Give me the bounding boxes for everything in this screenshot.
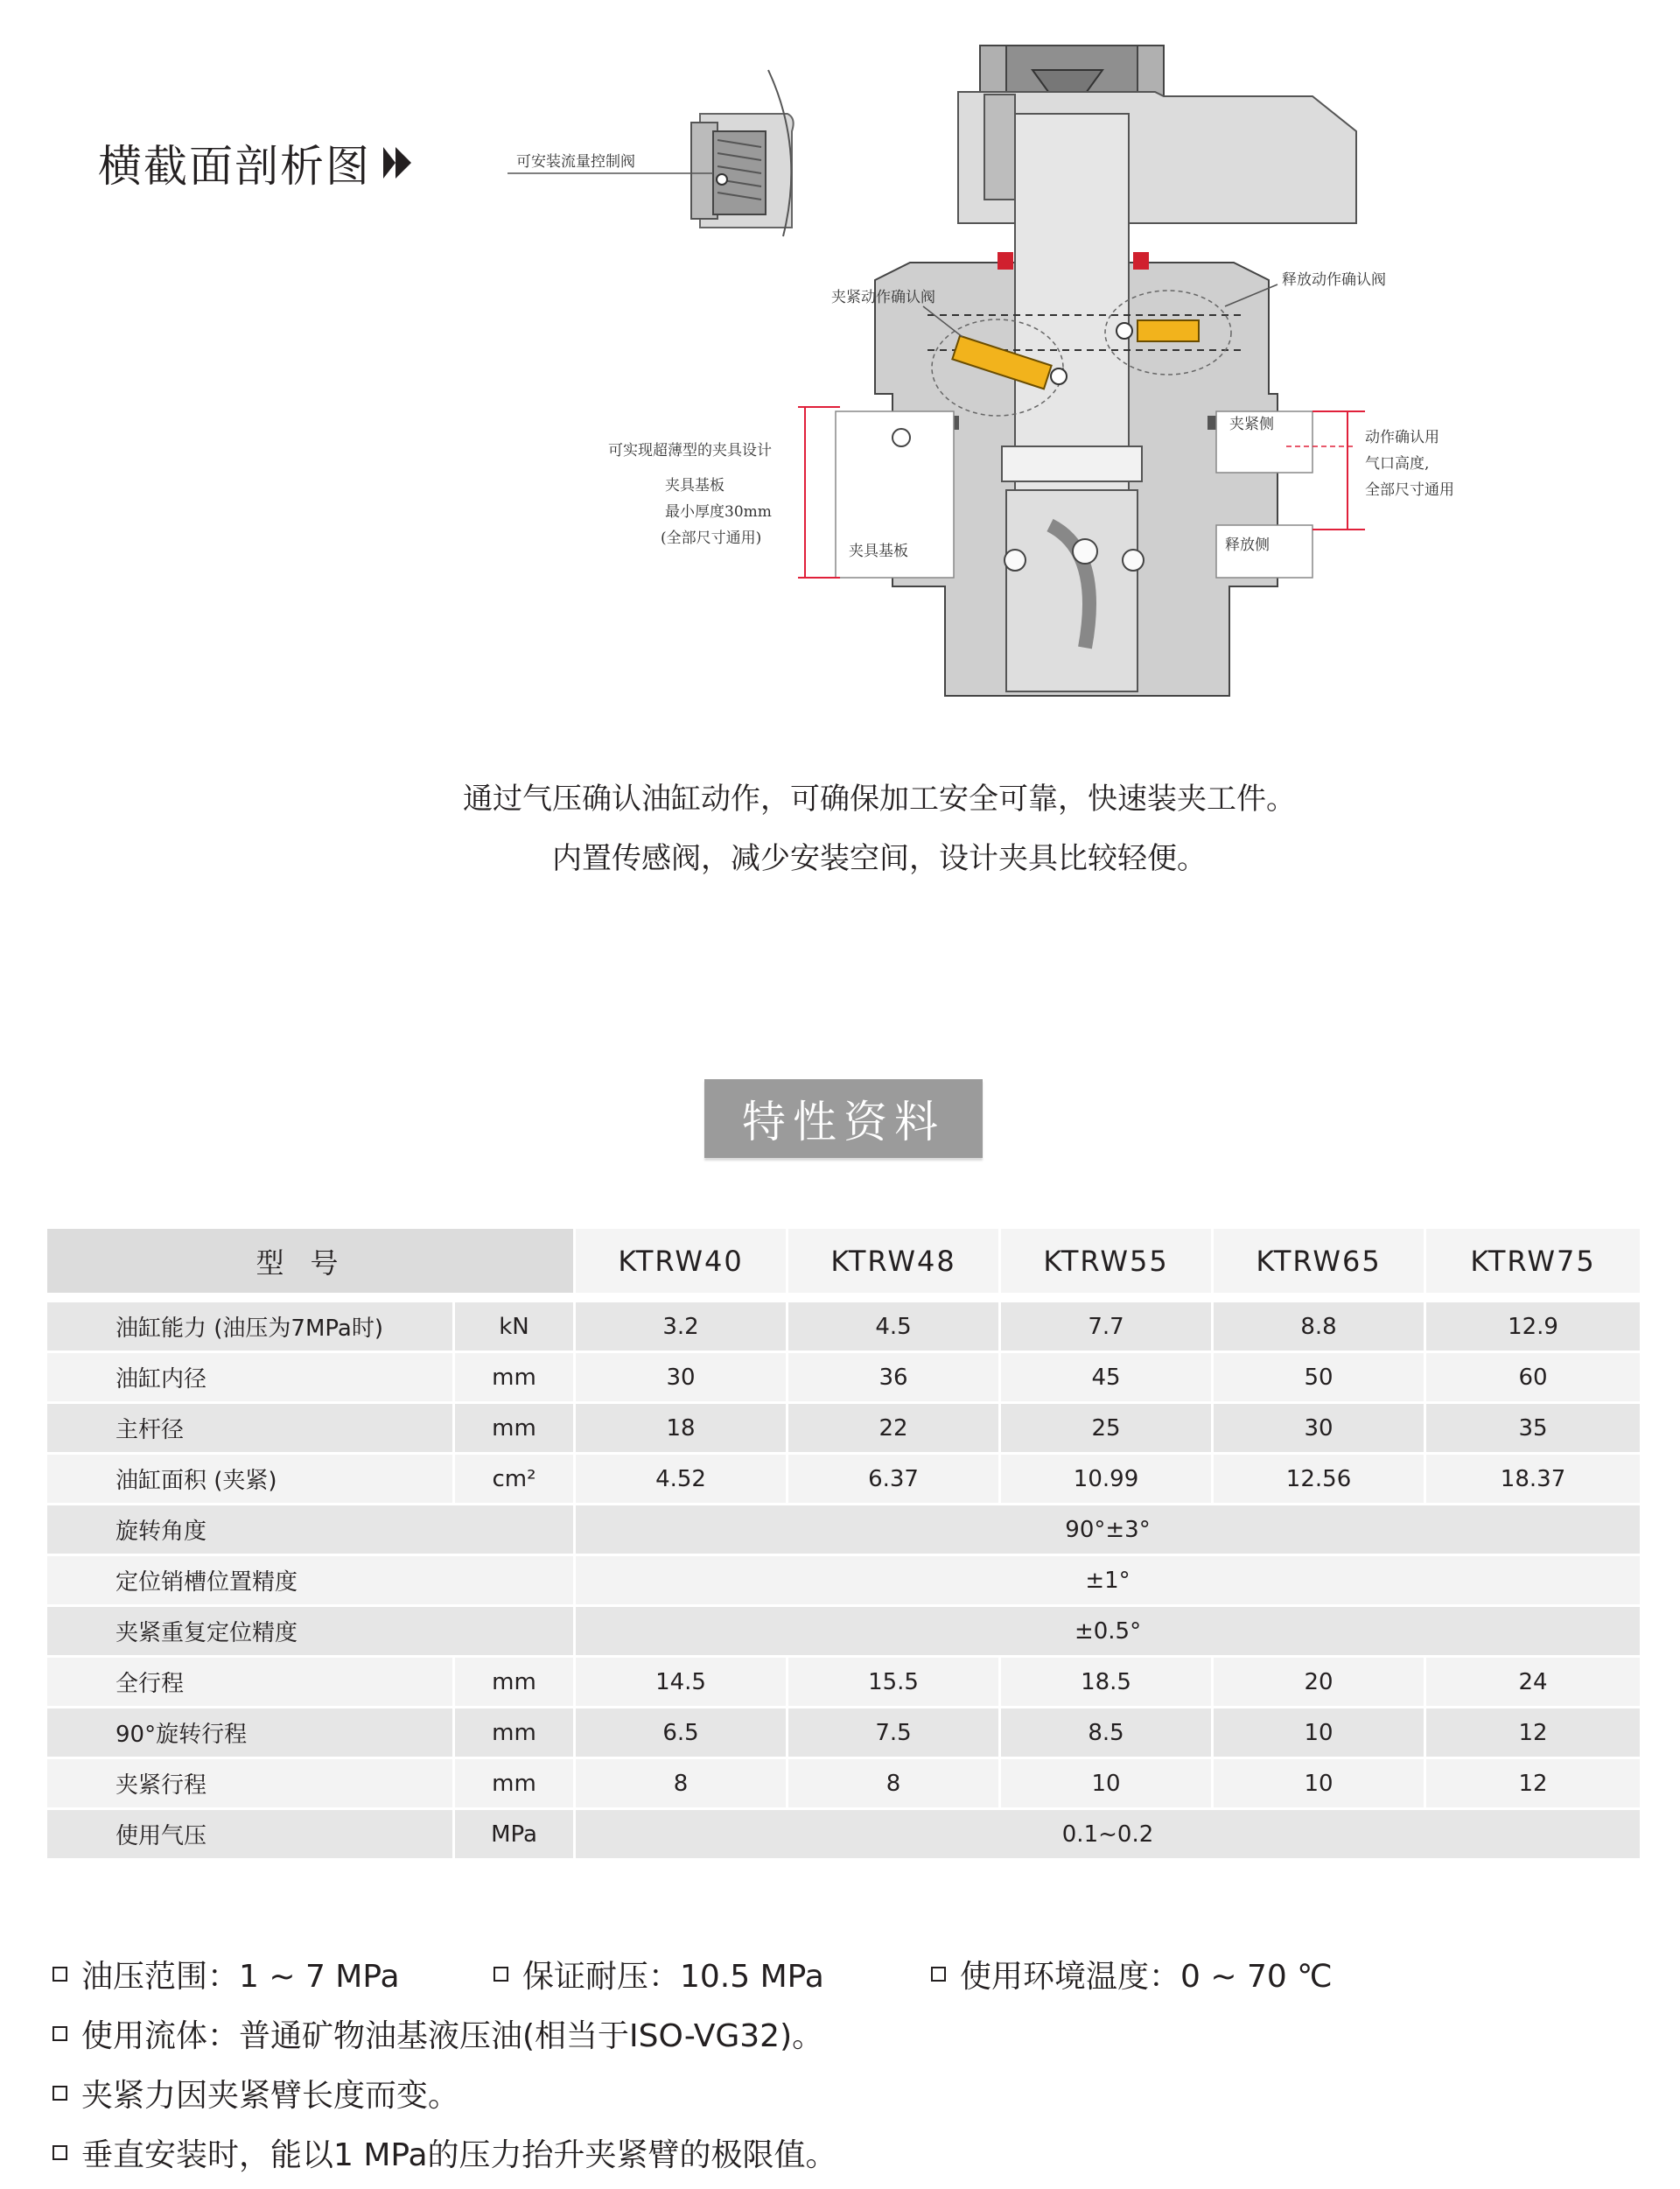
param-label: 旋转角度 [47, 1505, 576, 1556]
checkbox-square-icon [931, 1967, 946, 1982]
note-text: 使用流体：普通矿物油基液压油(相当于ISO-VG32)。 [81, 2018, 824, 2054]
model-ktrw65: KTRW65 [1214, 1229, 1426, 1295]
value-cell: 8.8 [1214, 1302, 1426, 1353]
label-air-port-2: 气口高度, [1365, 455, 1430, 473]
value-cell: 8.5 [1001, 1708, 1214, 1759]
value-cell: 6.37 [788, 1455, 1001, 1505]
value-cell: 25 [1001, 1404, 1214, 1455]
param-label: 使用气压 [47, 1810, 455, 1861]
label-flow-valve: 可安装流量控制阀 [516, 153, 635, 171]
param-label: 油缸面积 (夹紧) [47, 1455, 455, 1505]
flow-valve-detail [508, 70, 794, 236]
label-thin-design: 可实现超薄型的夹具设计 [608, 442, 772, 460]
label-fixture-plate: 夹具基板 [665, 477, 724, 495]
table-row [47, 1759, 1642, 1810]
spec-table [47, 1229, 1642, 1861]
value-cell: 4.52 [576, 1455, 788, 1505]
value-cell: 30 [576, 1353, 788, 1404]
value-cell: 36 [788, 1353, 1001, 1404]
checkbox-square-icon [52, 2145, 67, 2160]
label-all-sizes: (全部尺寸通用) [661, 530, 762, 547]
value-cell: 18.5 [1001, 1658, 1214, 1708]
checkbox-square-icon [52, 2086, 67, 2101]
table-row [47, 1810, 1642, 1861]
param-label: 90°旋转行程 [47, 1708, 455, 1759]
merged-value-cell: 0.1~0.2 [576, 1810, 1642, 1861]
description-line-2: 内置传感阀，减少安装空间，设计夹具比较轻便。 [552, 841, 1207, 876]
value-cell: 7.7 [1001, 1302, 1214, 1353]
note-oil-pressure [52, 1952, 400, 1996]
table-row [47, 1353, 1642, 1404]
param-label: 油缸内径 [47, 1353, 455, 1404]
value-cell: 15.5 [788, 1658, 1001, 1708]
unit-label: MPa [455, 1810, 576, 1861]
note-temperature [931, 1952, 1333, 1996]
model-ktrw48: KTRW48 [788, 1229, 1001, 1295]
value-cell: 10 [1214, 1759, 1426, 1810]
dimension-left [608, 407, 840, 578]
value-cell: 4.5 [788, 1302, 1001, 1353]
value-cell: 10 [1001, 1759, 1214, 1810]
param-label: 主杆径 [47, 1404, 455, 1455]
value-cell: 14.5 [576, 1658, 788, 1708]
value-cell: 30 [1214, 1404, 1426, 1455]
param-label: 夹紧重复定位精度 [47, 1607, 576, 1658]
value-cell: 10.99 [1001, 1455, 1214, 1505]
note-text: 使用环境温度：0 ~ 70 ℃ [960, 1959, 1333, 1995]
unit-label: cm² [455, 1455, 576, 1505]
description-line-1: 通过气压确认油缸动作，可确保加工安全可靠，快速装夹工件。 [463, 782, 1296, 817]
value-cell: 12 [1426, 1708, 1642, 1759]
unit-label: mm [455, 1708, 576, 1759]
label-min-thickness: 最小厚度30mm [665, 503, 772, 521]
param-label: 夹紧行程 [47, 1759, 455, 1810]
note-text: 保证耐压：10.5 MPa [522, 1959, 824, 1995]
value-cell: 8 [576, 1759, 788, 1810]
value-cell: 10 [1214, 1708, 1426, 1759]
table-row [47, 1505, 1642, 1556]
play-arrow-icon [383, 144, 415, 182]
section-title-text: 横截面剖析图 [98, 141, 371, 192]
table-row [47, 1607, 1642, 1658]
table-row [47, 1404, 1642, 1455]
note-text: 夹紧力因夹紧臂长度而变。 [81, 2078, 460, 2114]
unit-label: kN [455, 1302, 576, 1353]
label-fixture-plate-inner: 夹具基板 [849, 543, 908, 560]
value-cell: 22 [788, 1404, 1001, 1455]
value-cell: 50 [1214, 1353, 1426, 1404]
merged-value-cell: ±1° [576, 1556, 1642, 1607]
value-cell: 12 [1426, 1759, 1642, 1810]
table-row [47, 1556, 1642, 1607]
note-text: 垂直安装时，能以1 MPa的压力抬升夹紧臂的极限值。 [81, 2137, 837, 2173]
unit-label: mm [455, 1658, 576, 1708]
label-clamp-confirm-valve: 夹紧动作确认阀 [831, 289, 935, 306]
fixture-plate-left [836, 411, 954, 578]
note-fluid [52, 2011, 823, 2056]
model-label: 型号 [47, 1229, 576, 1295]
note-clamp-force [52, 2071, 459, 2115]
cross-section-diagram [490, 35, 1522, 709]
model-ktrw40: KTRW40 [576, 1229, 788, 1295]
checkbox-square-icon [52, 2026, 67, 2041]
unit-label: mm [455, 1353, 576, 1404]
checkbox-square-icon [494, 1967, 508, 1982]
table-header-row [47, 1229, 1642, 1295]
value-cell: 60 [1426, 1353, 1642, 1404]
param-label: 全行程 [47, 1658, 455, 1708]
label-air-port-1: 动作确认用 [1365, 429, 1439, 446]
spec-heading: 特性资料 [704, 1079, 983, 1158]
value-cell: 45 [1001, 1353, 1214, 1404]
note-text: 油压范围：1 ~ 7 MPa [81, 1959, 400, 1995]
unit-label: mm [455, 1404, 576, 1455]
value-cell: 20 [1214, 1658, 1426, 1708]
value-cell: 8 [788, 1759, 1001, 1810]
merged-value-cell: 90°±3° [576, 1505, 1642, 1556]
label-air-port-3: 全部尺寸通用 [1365, 481, 1454, 499]
cylinder-body [875, 46, 1356, 696]
note-vertical [52, 2130, 837, 2175]
param-label: 油缸能力 (油压为7MPa时) [47, 1302, 455, 1353]
value-cell: 35 [1426, 1404, 1642, 1455]
section-title [98, 131, 415, 194]
checkbox-square-icon [52, 1967, 67, 1982]
label-release-confirm-valve: 释放动作确认阀 [1282, 271, 1386, 289]
value-cell: 12.9 [1426, 1302, 1642, 1353]
label-release-side: 释放侧 [1225, 537, 1270, 554]
unit-label: mm [455, 1759, 576, 1810]
value-cell: 7.5 [788, 1708, 1001, 1759]
table-row [47, 1658, 1642, 1708]
model-ktrw75: KTRW75 [1426, 1229, 1642, 1295]
table-row [47, 1455, 1642, 1505]
value-cell: 24 [1426, 1658, 1642, 1708]
label-clamp-side: 夹紧侧 [1229, 416, 1274, 433]
value-cell: 3.2 [576, 1302, 788, 1353]
value-cell: 18.37 [1426, 1455, 1642, 1505]
model-ktrw55: KTRW55 [1001, 1229, 1214, 1295]
merged-value-cell: ±0.5° [576, 1607, 1642, 1658]
note-proof-pressure [494, 1952, 824, 1996]
table-row [47, 1302, 1642, 1353]
value-cell: 6.5 [576, 1708, 788, 1759]
table-row [47, 1708, 1642, 1759]
param-label: 定位销槽位置精度 [47, 1556, 576, 1607]
value-cell: 12.56 [1214, 1455, 1426, 1505]
value-cell: 18 [576, 1404, 788, 1455]
